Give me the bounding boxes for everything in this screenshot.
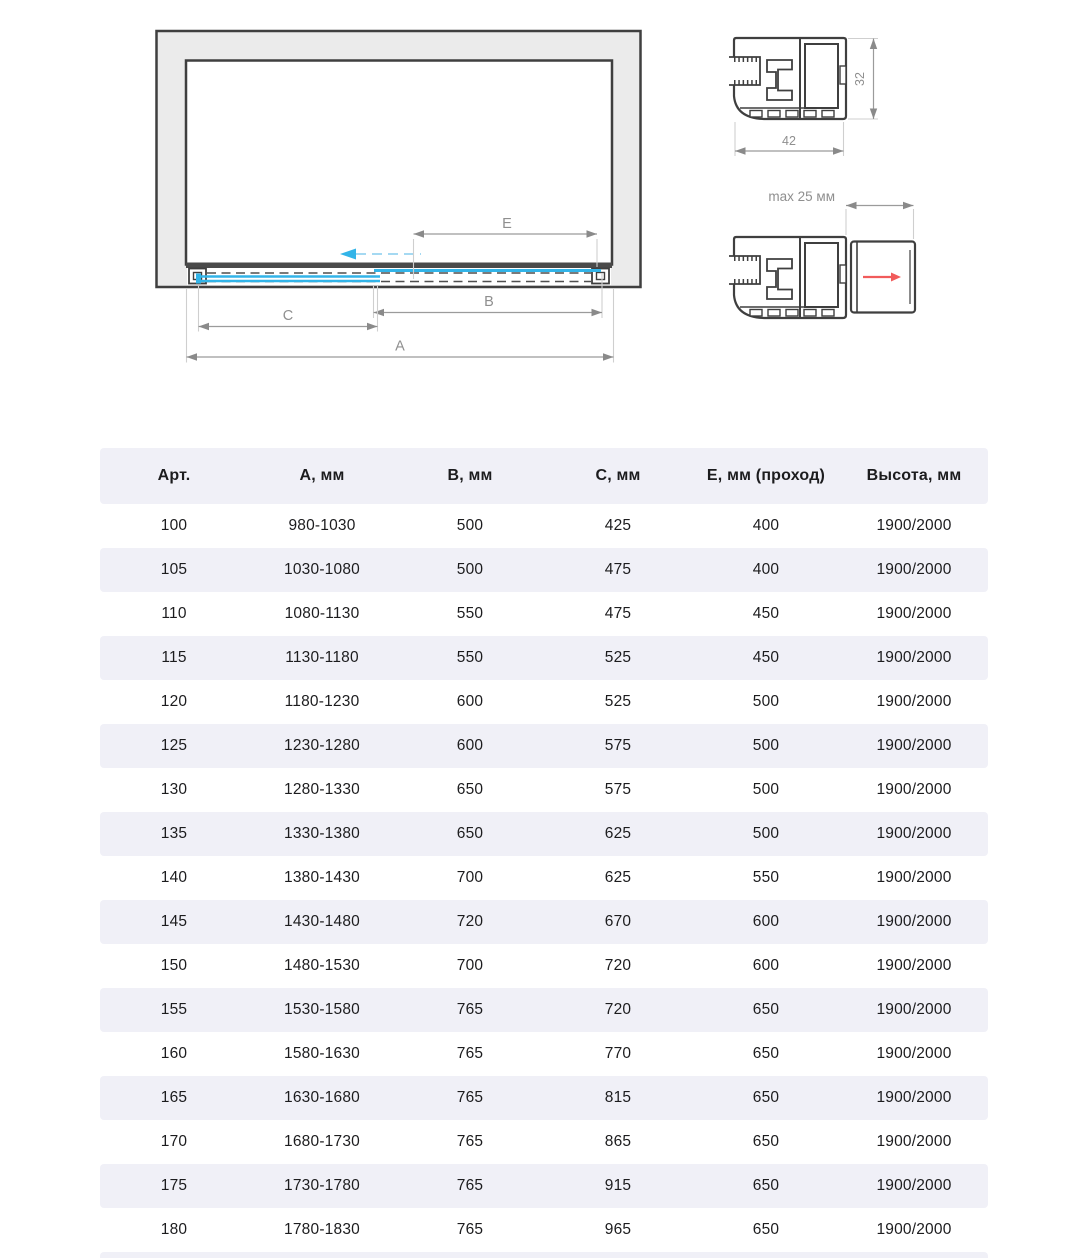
table-cell: 1900/2000 — [876, 957, 952, 974]
table-cell: 475 — [604, 561, 632, 578]
table-row — [100, 1164, 988, 1208]
table-cell: 170 — [160, 1133, 188, 1150]
table-cell: 765 — [456, 1133, 484, 1150]
table-header-cell: В, мм — [447, 467, 493, 484]
table-cell: 575 — [604, 737, 632, 754]
table-cell: 650 — [752, 1045, 780, 1062]
table-row — [100, 504, 988, 548]
table-cell: 700 — [456, 957, 484, 974]
table-cell: 500 — [456, 517, 484, 534]
table-cell: 450 — [752, 605, 780, 622]
table-cell: 1580-1630 — [284, 1045, 360, 1062]
table-cell: 400 — [752, 517, 780, 534]
table-row — [100, 944, 988, 988]
table-row — [100, 1076, 988, 1120]
table-cell: 1680-1730 — [284, 1133, 360, 1150]
table-cell: 1030-1080 — [284, 561, 360, 578]
table-cell: 180 — [160, 1221, 188, 1238]
table-header-cell: Высота, мм — [866, 467, 962, 484]
dim-a-label: A — [395, 338, 405, 355]
table-cell: 625 — [604, 825, 632, 842]
table-cell: 865 — [604, 1133, 632, 1150]
table-cell: 720 — [604, 1001, 632, 1018]
front-view-diagram — [157, 31, 641, 363]
table-cell: 1900/2000 — [876, 1089, 952, 1106]
table-cell: 1480-1530 — [284, 957, 360, 974]
table-cell: 650 — [752, 1221, 780, 1238]
table-cell: 110 — [161, 605, 187, 622]
table-row — [100, 548, 988, 592]
table-cell: 625 — [604, 869, 632, 886]
table-cell: 1730-1780 — [284, 1177, 360, 1194]
dimension-42 — [735, 122, 844, 156]
table-cell: 1900/2000 — [876, 561, 952, 578]
dimension-max-25 — [768, 189, 913, 239]
table-cell: 400 — [752, 561, 780, 578]
top-rail — [186, 263, 612, 269]
table-cell: 765 — [456, 1221, 484, 1238]
table-cell: 525 — [604, 693, 632, 710]
table-header-cell: С, мм — [595, 467, 641, 484]
table-cell: 500 — [456, 561, 484, 578]
table-cell: 1530-1580 — [284, 1001, 360, 1018]
table-cell: 1380-1430 — [284, 869, 360, 886]
table-cell: 1900/2000 — [876, 693, 952, 710]
table-cell: 475 — [604, 605, 632, 622]
table-row — [100, 900, 988, 944]
table-cell: 550 — [456, 605, 484, 622]
table-cell: 650 — [752, 1001, 780, 1018]
table-cell: 135 — [160, 825, 188, 842]
table-row — [100, 1120, 988, 1164]
table-cell: 100 — [160, 517, 188, 534]
table-cell: 765 — [456, 1001, 484, 1018]
table-cell: 720 — [604, 957, 632, 974]
table-cell: 765 — [456, 1045, 484, 1062]
table-row — [100, 856, 988, 900]
table-header-cell: А, мм — [299, 467, 345, 484]
table-cell: 770 — [604, 1045, 632, 1062]
table-cell: 175 — [160, 1177, 188, 1194]
table-cell: 670 — [604, 913, 632, 930]
table-cell: 965 — [604, 1221, 632, 1238]
table-cell: 500 — [752, 781, 780, 798]
table-cell: 1900/2000 — [876, 737, 952, 754]
table-header-cell: Е, мм (проход) — [706, 467, 826, 484]
table-cell: 1900/2000 — [876, 1133, 952, 1150]
table-cell: 550 — [456, 649, 484, 666]
technical-diagram — [0, 0, 1087, 430]
table-cell: 1330-1380 — [284, 825, 360, 842]
table-cell: 1230-1280 — [284, 737, 360, 754]
table-row — [100, 1032, 988, 1076]
table-cell: 700 — [456, 869, 484, 886]
profile-cross-section-top — [729, 38, 878, 156]
table-cell: 1280-1330 — [284, 781, 360, 798]
table-cell: 105 — [160, 561, 188, 578]
table-cell: 140 — [160, 869, 188, 886]
table-cell: 650 — [456, 825, 484, 842]
dimension-c — [199, 286, 378, 332]
table-cell: 1900/2000 — [876, 605, 952, 622]
table-row — [100, 680, 988, 724]
table-cell: 1430-1480 — [284, 913, 360, 930]
extension-max-label: max 25 мм — [768, 189, 835, 204]
table-cell: 650 — [456, 781, 484, 798]
table-row — [100, 724, 988, 768]
table-cell: 1900/2000 — [876, 649, 952, 666]
table-cell: 600 — [752, 957, 780, 974]
table-cell: 1900/2000 — [876, 1045, 952, 1062]
table-cell: 980-1030 — [288, 517, 356, 534]
table-cell: 500 — [752, 737, 780, 754]
table-cell: 650 — [752, 1177, 780, 1194]
table-cell: 450 — [752, 649, 780, 666]
table-cell: 1900/2000 — [876, 1001, 952, 1018]
table-cell: 155 — [160, 1001, 188, 1018]
table-cell: 1900/2000 — [876, 869, 952, 886]
table-cell: 600 — [456, 737, 484, 754]
table-cell: 1780-1830 — [284, 1221, 360, 1238]
dimension-32 — [848, 39, 878, 120]
table-cell: 1080-1130 — [284, 605, 360, 622]
table-cell: 500 — [752, 693, 780, 710]
dimension-a — [187, 289, 614, 363]
table-cell: 125 — [160, 737, 188, 754]
table-row — [100, 1208, 988, 1252]
table-cell: 1900/2000 — [876, 1221, 952, 1238]
table-cell: 115 — [161, 649, 187, 666]
table-cell: 425 — [604, 517, 632, 534]
table-cell: 150 — [160, 957, 188, 974]
dim-b-label: B — [484, 294, 494, 310]
table-cell: 1130-1180 — [285, 649, 359, 666]
table-row — [100, 988, 988, 1032]
table-row — [100, 592, 988, 636]
table-cell: 120 — [160, 693, 188, 710]
table-cell: 575 — [604, 781, 632, 798]
table-cell: 1900/2000 — [876, 825, 952, 842]
table-row — [100, 768, 988, 812]
table-header-row — [100, 448, 988, 504]
table-cell: 160 — [160, 1045, 188, 1062]
table-cell: 720 — [456, 913, 484, 930]
dim-e-label: E — [502, 216, 512, 232]
size-table — [100, 448, 988, 1258]
table-cell: 500 — [752, 825, 780, 842]
table-cell: 650 — [752, 1133, 780, 1150]
table-row — [100, 636, 988, 680]
profile-cross-section-bottom — [729, 189, 915, 318]
table-cell: 1900/2000 — [876, 517, 952, 534]
table-cell: 1630-1680 — [284, 1089, 360, 1106]
table-cell: 1900/2000 — [876, 913, 952, 930]
table-cell: 600 — [752, 913, 780, 930]
table-cell: 600 — [456, 693, 484, 710]
table-cell: 1180-1230 — [284, 693, 360, 710]
table-cell: 1900/2000 — [876, 781, 952, 798]
table-header-cell: Арт. — [157, 467, 191, 484]
table-cell: 650 — [752, 1089, 780, 1106]
table-cell: 145 — [160, 913, 188, 930]
table-cell: 765 — [456, 1177, 484, 1194]
profile-height-label: 32 — [853, 72, 867, 86]
table-cell: 165 — [160, 1089, 188, 1106]
table-cell: 525 — [604, 649, 632, 666]
table-cell: 765 — [456, 1089, 484, 1106]
table-cell: 815 — [604, 1089, 632, 1106]
table-cell: 1900/2000 — [876, 1177, 952, 1194]
dim-c-label: C — [282, 308, 294, 324]
table-cell: 550 — [752, 869, 780, 886]
table-cell: 130 — [160, 781, 188, 798]
table-row — [100, 812, 988, 856]
table-cell: 915 — [604, 1177, 632, 1194]
profile-width-label: 42 — [782, 134, 796, 148]
table-body — [100, 504, 988, 1258]
